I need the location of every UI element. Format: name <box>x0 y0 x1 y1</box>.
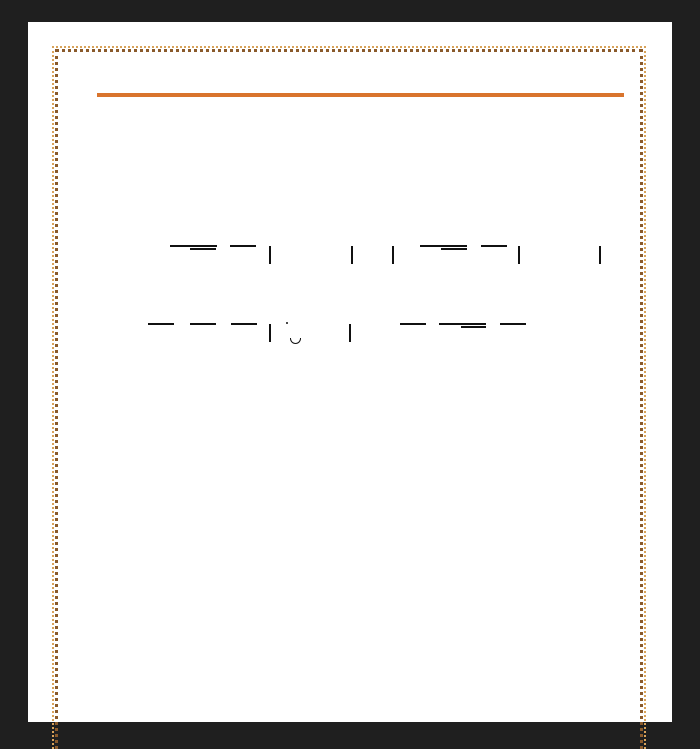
tempo-row <box>126 184 188 199</box>
header-divider <box>97 93 624 97</box>
style-row <box>126 164 188 179</box>
document-page <box>28 22 672 722</box>
decorative-border <box>55 49 643 749</box>
